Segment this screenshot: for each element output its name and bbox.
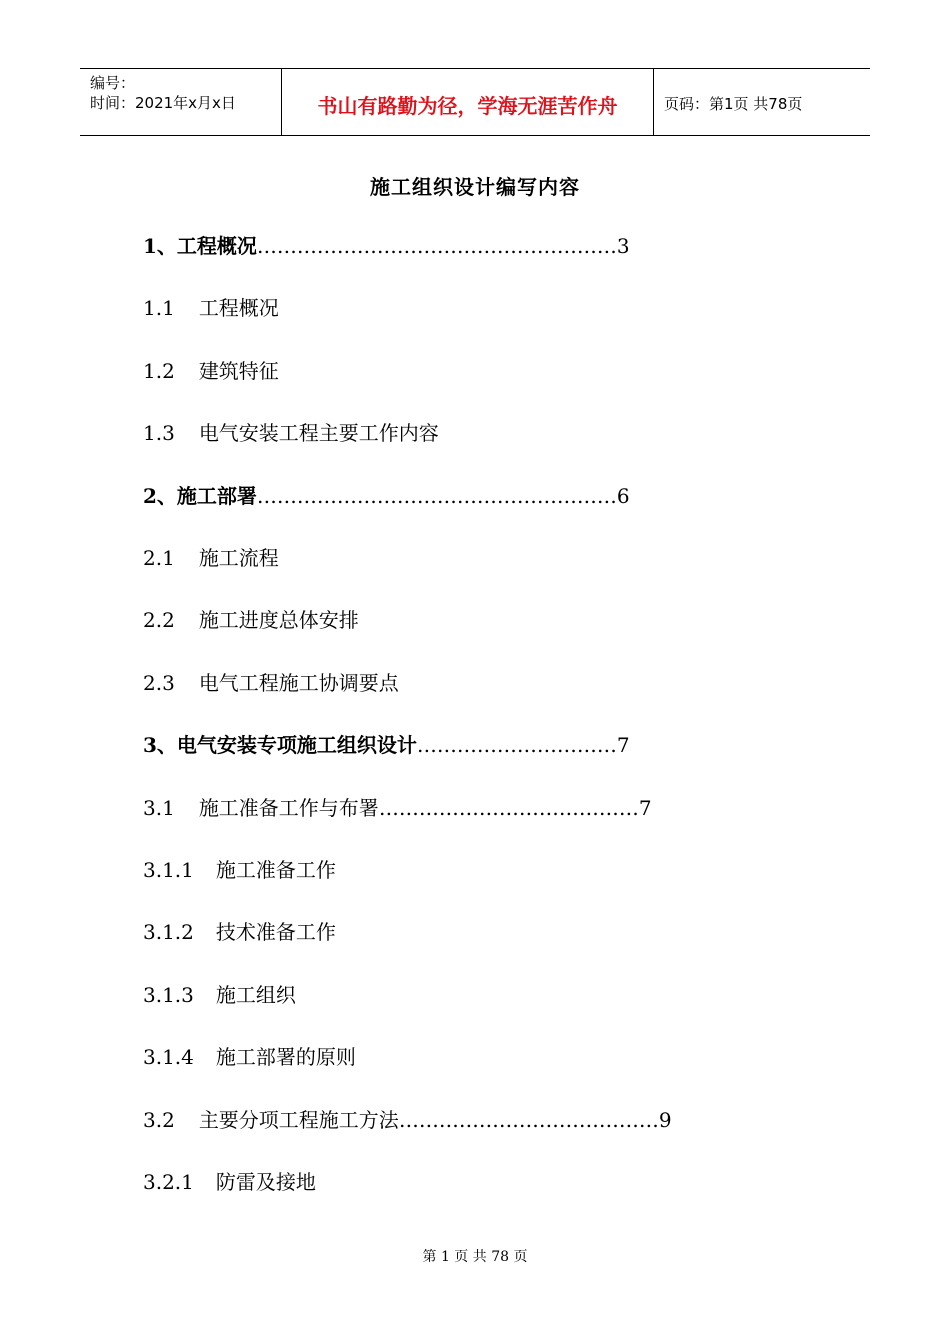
header-code-label: 编号： <box>90 74 136 92</box>
toc-entry-title: 工程概况 <box>176 234 257 258</box>
toc-entry-number: 2.1 <box>143 546 175 570</box>
toc-entry-title: 电气安装专项施工组织设计 <box>176 733 417 758</box>
header-page-info: 页码：第1页 共78页 <box>664 94 803 113</box>
toc-entry[interactable] <box>143 729 630 761</box>
toc-entry[interactable] <box>143 480 630 512</box>
toc-entry-title: 电气工程施工协调要点 <box>198 670 399 695</box>
toc-entry-leader: ………………………………… <box>398 1107 659 1132</box>
toc-entry-title: 电气安装工程主要工作内容 <box>198 421 439 446</box>
page-footer: 第 1 页 共 78 页 <box>422 1249 528 1265</box>
toc-entry-title: 施工部署 <box>176 483 257 508</box>
toc-entry-title: 施工进度总体安排 <box>198 608 359 633</box>
toc-entry[interactable] <box>143 542 279 574</box>
toc-entry-gap <box>175 417 199 449</box>
toc-entry-gap <box>194 1041 216 1073</box>
toc-entry-gap <box>175 542 199 574</box>
toc-entry-number: 2.2 <box>143 608 175 633</box>
toc-entry-number: 3.1.2 <box>143 920 194 945</box>
toc-entry-leader: ……………………………………………… <box>256 483 617 508</box>
document-title: 施工组织设计编写内容 <box>370 175 580 199</box>
toc-entry-title: 防雷及接地 <box>215 1170 316 1194</box>
header-date: 时间：2021年x月x日 <box>90 94 236 112</box>
header-page-cell <box>654 69 870 135</box>
toc-entry[interactable] <box>143 292 279 324</box>
toc-entry[interactable] <box>143 916 336 948</box>
toc-entry-title: 技术准备工作 <box>215 920 336 945</box>
toc-entry-number: 1.1 <box>143 296 175 321</box>
toc-entry-gap <box>175 292 199 324</box>
toc-entry-number: 3、 <box>143 733 177 758</box>
toc-entry-gap <box>175 604 199 636</box>
toc-entry-number: 1、 <box>143 234 177 258</box>
toc-entry-gap <box>175 355 199 387</box>
toc-entry-gap <box>175 667 199 699</box>
toc-entry-number: 3.2.1 <box>143 1170 194 1194</box>
toc-entry-gap <box>175 1104 199 1136</box>
toc-entry-gap <box>194 979 216 1011</box>
toc-entry[interactable] <box>143 1104 672 1136</box>
toc-entry-page: 3 <box>616 234 630 258</box>
toc-entry-number: 2、 <box>143 483 177 508</box>
toc-entry-gap <box>194 1166 216 1198</box>
header-motto: 书山有路勤为径，学海无涯苦作舟 <box>317 93 618 118</box>
toc-entry[interactable] <box>143 355 279 387</box>
toc-entry[interactable] <box>143 979 296 1011</box>
toc-entry-number: 3.1.4 <box>143 1045 194 1070</box>
toc-entry-gap <box>194 854 216 886</box>
toc-entry-title: 施工部署的原则 <box>215 1045 356 1070</box>
toc-entry-page: 7 <box>638 795 652 820</box>
toc-entry-number: 3.1.3 <box>143 982 194 1007</box>
toc-entry-title: 主要分项工程施工方法 <box>198 1107 399 1132</box>
toc-entry-number: 2.3 <box>143 670 175 695</box>
header-motto-cell <box>282 69 654 135</box>
toc-entry-title: 建筑特征 <box>198 358 279 383</box>
toc-entry-gap <box>194 916 216 948</box>
toc-entry-number: 1.2 <box>143 358 175 383</box>
page-header <box>80 68 870 136</box>
toc-entry-title: 施工流程 <box>198 546 279 570</box>
toc-entry[interactable] <box>143 604 359 636</box>
toc-entry[interactable] <box>143 1041 356 1073</box>
toc-entry-leader: ………………………………… <box>378 795 639 820</box>
toc-entry[interactable] <box>143 417 439 449</box>
toc-entry-title: 工程概况 <box>198 296 279 321</box>
toc-entry-number: 1.3 <box>143 421 175 446</box>
toc-entry[interactable] <box>143 854 336 886</box>
toc-entry-number: 3.2 <box>143 1107 175 1132</box>
toc-entry[interactable] <box>143 1166 316 1198</box>
toc-entry-gap <box>175 792 199 824</box>
header-meta <box>80 69 282 135</box>
toc-entry-page: 7 <box>616 733 630 758</box>
toc-entry-number: 3.1.1 <box>143 858 194 882</box>
toc-entry[interactable] <box>143 667 399 699</box>
toc-entry[interactable] <box>143 792 652 824</box>
toc-entry-title: 施工准备工作与布署 <box>198 795 379 820</box>
toc-entry[interactable] <box>143 230 630 262</box>
toc-entry-leader: ………………………… <box>416 733 617 758</box>
toc-entry-title: 施工组织 <box>215 982 296 1007</box>
toc-entry-page: 6 <box>616 483 630 508</box>
toc-entry-number: 3.1 <box>143 795 175 820</box>
toc-entry-page: 9 <box>658 1107 672 1132</box>
toc-entry-leader: ……………………………………………… <box>256 234 617 258</box>
toc-entry-title: 施工准备工作 <box>215 858 336 882</box>
